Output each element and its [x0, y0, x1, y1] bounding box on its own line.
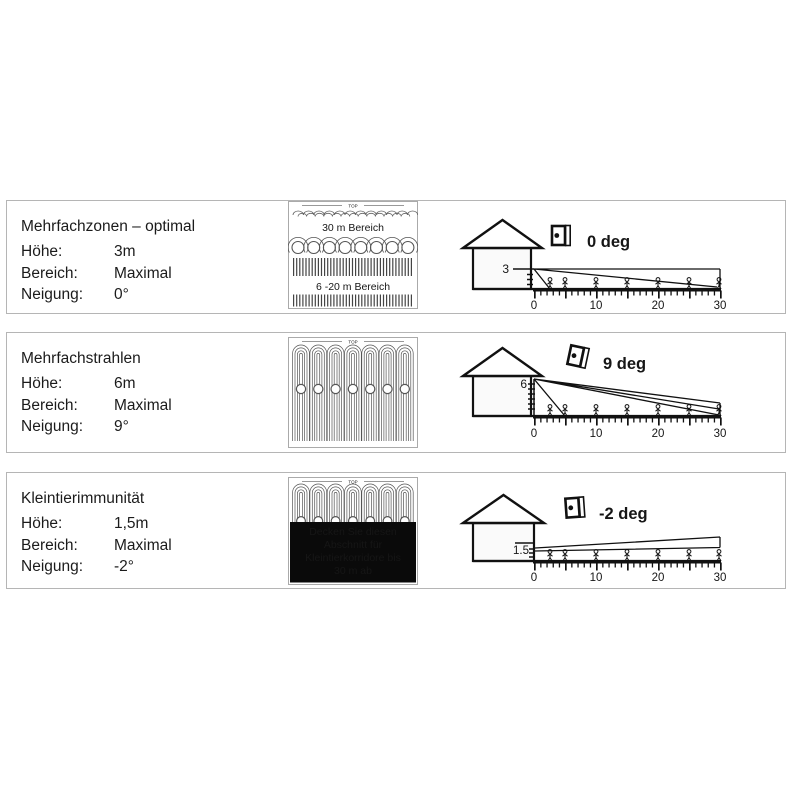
sensor-icon	[567, 345, 589, 368]
overlay-line-2: Abschnitt für	[323, 539, 383, 551]
spec-neigung	[21, 556, 172, 578]
ruler-label-0: 0	[530, 572, 538, 584]
spec-label: Höhe:	[21, 515, 63, 532]
spec-block	[21, 350, 172, 438]
pattern-top-label: TOP	[348, 203, 358, 209]
spec-value: 0°	[114, 286, 129, 303]
ruler-label-10: 10	[589, 300, 603, 312]
pattern-caption-lower: 6 -20 m Bereich	[315, 281, 391, 293]
ruler-label-20: 20	[651, 300, 665, 312]
tilt-label: 9 deg	[603, 355, 647, 373]
tilt-label: -2 deg	[599, 505, 648, 523]
ruler-label-30: 30	[713, 428, 727, 440]
row-mehrfachstrahlen	[6, 332, 786, 453]
spec-label: Höhe:	[21, 243, 63, 260]
overlay-line-4: 30 m ab	[334, 565, 372, 577]
sensor-icon	[565, 497, 585, 518]
ruler-label-20: 20	[651, 572, 665, 584]
spec-value: 6m	[114, 375, 136, 392]
pattern-top-label: TOP	[348, 479, 358, 485]
spec-label: Bereich:	[21, 264, 78, 282]
spec-block	[21, 218, 195, 306]
mount-height-label: 1.5	[513, 545, 529, 557]
spec-value: Maximal	[114, 396, 172, 414]
overlay-line-1: Decken Sie diesen	[309, 526, 397, 538]
coverage-pattern-top-view	[288, 337, 418, 448]
row-kleintierimmunitaet	[6, 472, 786, 589]
spec-bereich	[21, 395, 172, 417]
spec-hoehe	[21, 373, 172, 395]
spec-bereich	[21, 263, 195, 285]
ruler-label-0: 0	[530, 428, 538, 440]
coverage-pattern-top-view	[288, 477, 418, 585]
spec-label: Neigung:	[21, 418, 84, 435]
distance-ruler	[531, 291, 727, 313]
mount-height-label: 6	[520, 377, 527, 391]
spec-label: Neigung:	[21, 286, 84, 303]
sensor-icon	[552, 226, 570, 246]
row-mehrfachzonen-optimal	[6, 200, 786, 314]
spec-hoehe	[21, 513, 172, 535]
mask-overlay-note	[290, 522, 416, 583]
row-title: Mehrfachstrahlen	[21, 350, 141, 367]
spec-value: Maximal	[114, 264, 172, 282]
ruler-label-30: 30	[713, 572, 727, 584]
house-roof	[463, 348, 542, 376]
house-roof	[463, 495, 544, 523]
person-figures	[548, 550, 722, 561]
tilt-label: 0 deg	[587, 233, 631, 251]
spec-value: -2°	[114, 558, 134, 575]
spec-hoehe	[21, 241, 195, 263]
spec-bereich	[21, 535, 172, 557]
overlay-line-3: Kleintierkorridore bis	[305, 552, 401, 564]
ruler-label-20: 20	[651, 428, 665, 440]
ruler-label-0: 0	[530, 300, 538, 312]
coverage-pattern-top-view	[288, 201, 418, 309]
spec-value: 3m	[114, 243, 136, 260]
spec-neigung	[21, 284, 195, 306]
spec-value: Maximal	[114, 536, 172, 554]
row-title: Mehrfachzonen – optimal	[21, 218, 196, 235]
beam-lines	[535, 537, 720, 551]
row-title: Kleintierimmunität	[21, 490, 145, 507]
ruler-label-30: 30	[713, 300, 727, 312]
spec-block	[21, 490, 172, 578]
pattern-caption-upper: 30 m Bereich	[322, 222, 384, 234]
spec-neigung	[21, 416, 172, 438]
ruler-label-10: 10	[589, 428, 603, 440]
house-roof	[463, 220, 542, 248]
distance-ruler	[531, 418, 727, 441]
spec-label: Bereich:	[21, 396, 78, 414]
side-view-diagram	[451, 201, 781, 313]
distance-ruler	[531, 563, 727, 585]
ruler-label-10: 10	[589, 572, 603, 584]
spec-label: Neigung:	[21, 558, 84, 575]
spec-value: 9°	[114, 418, 129, 435]
mount-height-label: 3	[502, 262, 509, 276]
spec-label: Bereich:	[21, 536, 78, 554]
side-view-diagram	[451, 333, 781, 452]
pattern-top-label: TOP	[348, 339, 358, 345]
spec-value: 1,5m	[114, 515, 149, 532]
side-view-diagram	[451, 473, 781, 588]
spec-label: Höhe:	[21, 375, 63, 392]
